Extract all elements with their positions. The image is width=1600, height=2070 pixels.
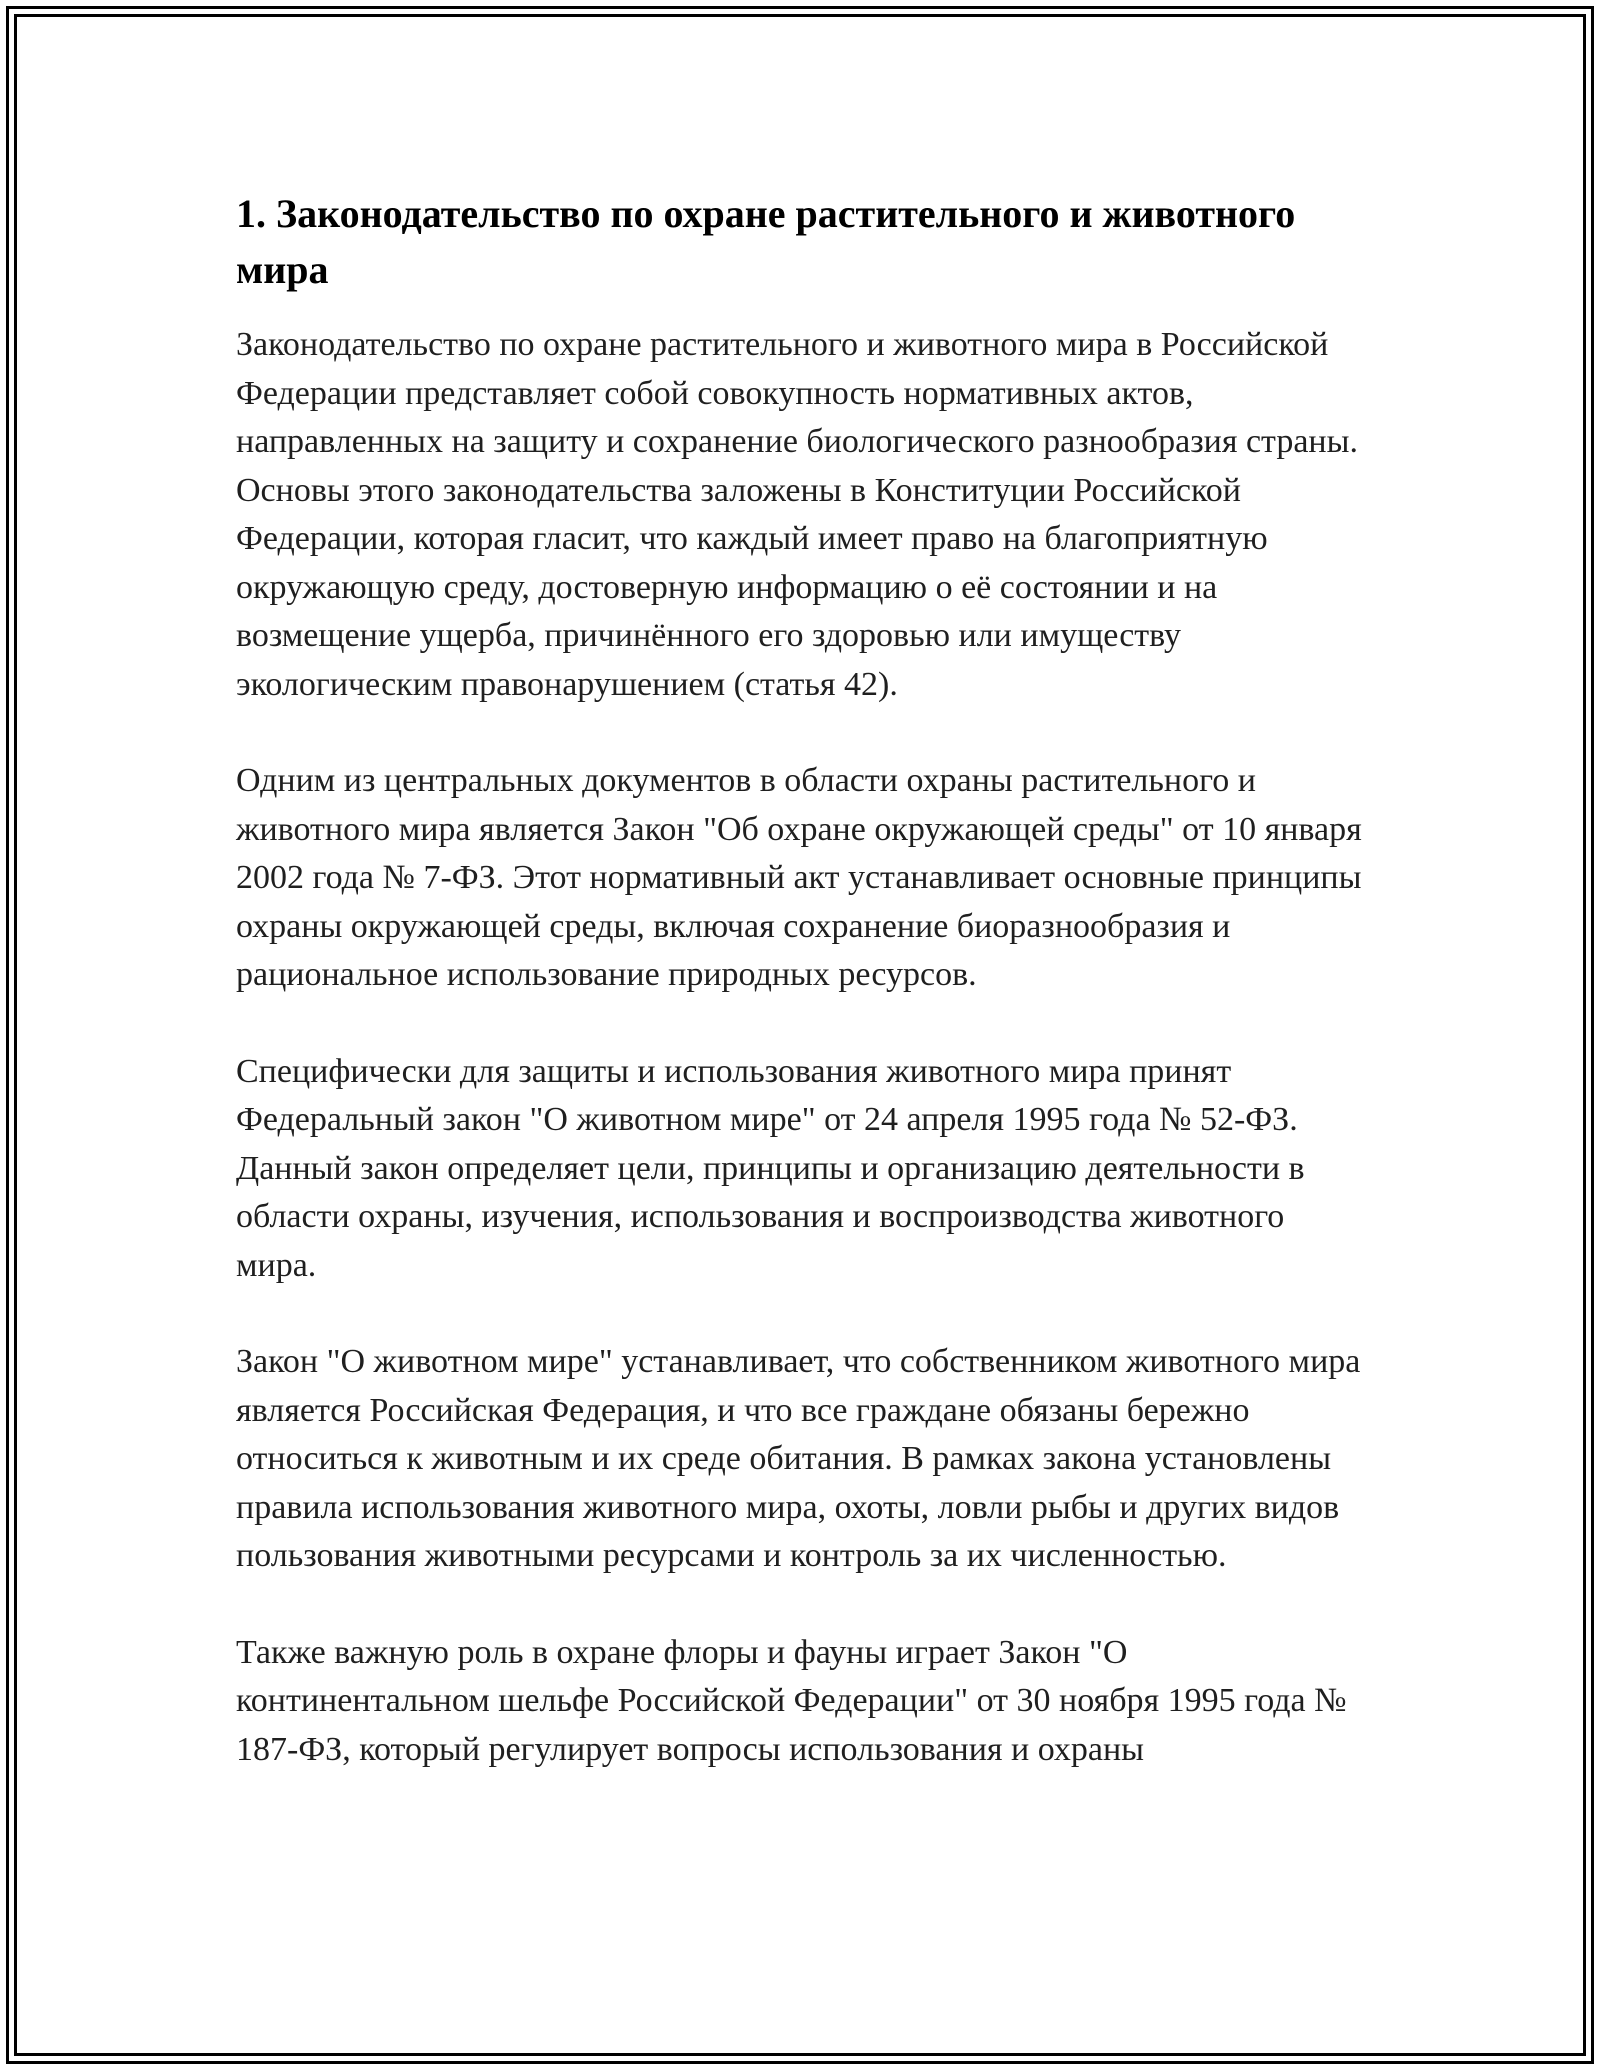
- section-heading: 1. Законодательство по охране растительного и животного мира: [236, 191, 1296, 292]
- paragraph-continental-shelf-law: Также важную роль в охране флоры и фауны играет Закон "О континентальном шельфе Российской Федерации" от 30 ноября 1995 года № 187-ФЗ, который регулирует вопросы использования и охраны: [236, 1633, 1347, 1768]
- document-content: [236, 186, 1366, 1822]
- paragraph-environment-law: Одним из центральных документов в области охраны растительного и животного мира является Закон "Об охране окружающей среды" от 10 января 2002 года № 7-ФЗ. Этот нормативный акт устанавливает основные принципы охраны окружающей среды, включая сохранение биоразнообразия и рациональное использование природных ресурсов.: [236, 762, 1362, 993]
- paragraph-animal-world-ownership: Закон "О животном мире" устанавливает, что собственником животного мира является Российская Федерация, и что все граждане обязаны бережно относиться к животным и их среде обитания. В рамках закона установлены правила использования животного мира, охоты, ловли рыбы и других видов пользования животными ресурсами и контроль за их численностью.: [236, 1343, 1361, 1574]
- paragraph-constitution: Законодательство по охране растительного и животного мира в Российской Федерации представляет собой совокупность нормативных актов, направленных на защиту и сохранение биологического разнообразия страны. Основы этого законодательства заложены в Конституции Российской Федерации, которая гласит, что каждый имеет право на благоприятную окружающую среду, достоверную информацию о её состоянии и на возмещение ущерба, причинённого его здоровью или имуществу экологическим правонарушением (статья 42).: [236, 326, 1358, 703]
- paragraph-animal-world-law: Специфически для защиты и использования животного мира принят Федеральный закон "О животном мире" от 24 апреля 1995 года № 52-ФЗ. Данный закон определяет цели, принципы и организацию деятельности в области охраны, изучения, использования и воспроизводства животного мира.: [236, 1052, 1305, 1284]
